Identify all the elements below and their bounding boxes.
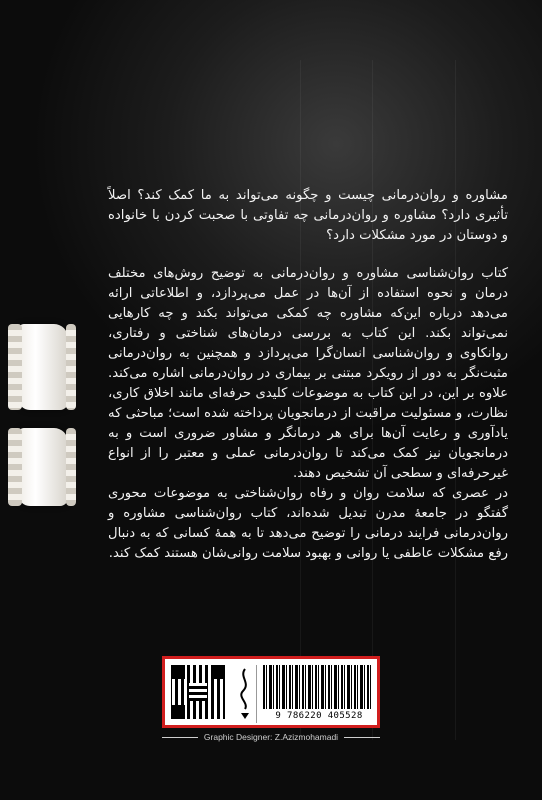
closing-paragraph — [108, 484, 508, 564]
closing-text: در عصری که سلامت روان و رفاه روان‌شناختی به موضوعات محوری گفتگو در جامعهٔ مدرن تبدیل شده‌اند، کتاب روان‌شناسی مشاوره و روان‌درمانی فرایند درمانی را توضیح می‌دهد تا به همهٔ کسانی که به دنبال رفع مشکلات عاطفی یا روانی و بهبود سلامت روانی‌شان هستند کمک کند. — [108, 486, 508, 561]
body-text: کتاب روان‌شناسی مشاوره و روان‌درمانی به توضیح روش‌های مختلف درمان و نحوه استفاده از آن‌ها در عمل می‌پردازد، و اطلاعاتی ارائه می‌دهد درباره این‌که مشاوره چه کمکی می‌تواند بکند و چه کارهایی نمی‌تواند بکند. این کتاب به بررسی درمان‌های شناختی و رفتاری، روانکاوی و روان‌شناسی انسان‌گرا می‌پردازد و همچنین به روان‌درمانی مثبت‌نگر به دور از رویکرد مبتنی بر بیماری در روان‌درمانی اشاره می‌کند. علاوه بر این، در این کتاب به موضوعات کلیدی حرفه‌ای مانند اخلاق کاری، نظارت، و مسئولیت مراقبت از درمانجویان پرداخته شده است؛ مباحثی که یادآوری و رعایت آن‌ها برای هر درمانگر و مشاور ضروری است و به درمانجویان نیز کمک می‌کند تا روان‌درمانی عملی و معتبر را از انواع غیرحرفه‌ای و سطحی آن تشخیص دهند. — [108, 266, 508, 481]
designer-credit — [150, 732, 392, 742]
divider — [344, 737, 380, 738]
isbn-barcode — [263, 665, 373, 709]
body-paragraph — [108, 264, 508, 484]
intro-text: مشاوره و روان‌درمانی چیست و چگونه می‌تواند به ما کمک کند؟ اصلاً تأثیری دارد؟ مشاوره و روان‌درمانی چه تفاوتی با صحبت کردن با خانواده و دوستان در مورد مشکلات دارد؟ — [108, 188, 508, 243]
barcode-box — [162, 656, 380, 728]
isbn-number: 9 786220 405528 — [275, 711, 363, 721]
torn-paper-lower — [18, 428, 68, 506]
qr-code-icon — [169, 663, 227, 721]
divider — [162, 737, 198, 738]
intro-paragraph — [108, 186, 508, 246]
designer-credit-text: Graphic Designer: Z.Azizmohamadi — [203, 732, 339, 742]
publisher-logo-icon — [235, 665, 257, 723]
publisher-logo-glyph — [235, 665, 255, 723]
torn-paper-upper — [18, 324, 68, 410]
